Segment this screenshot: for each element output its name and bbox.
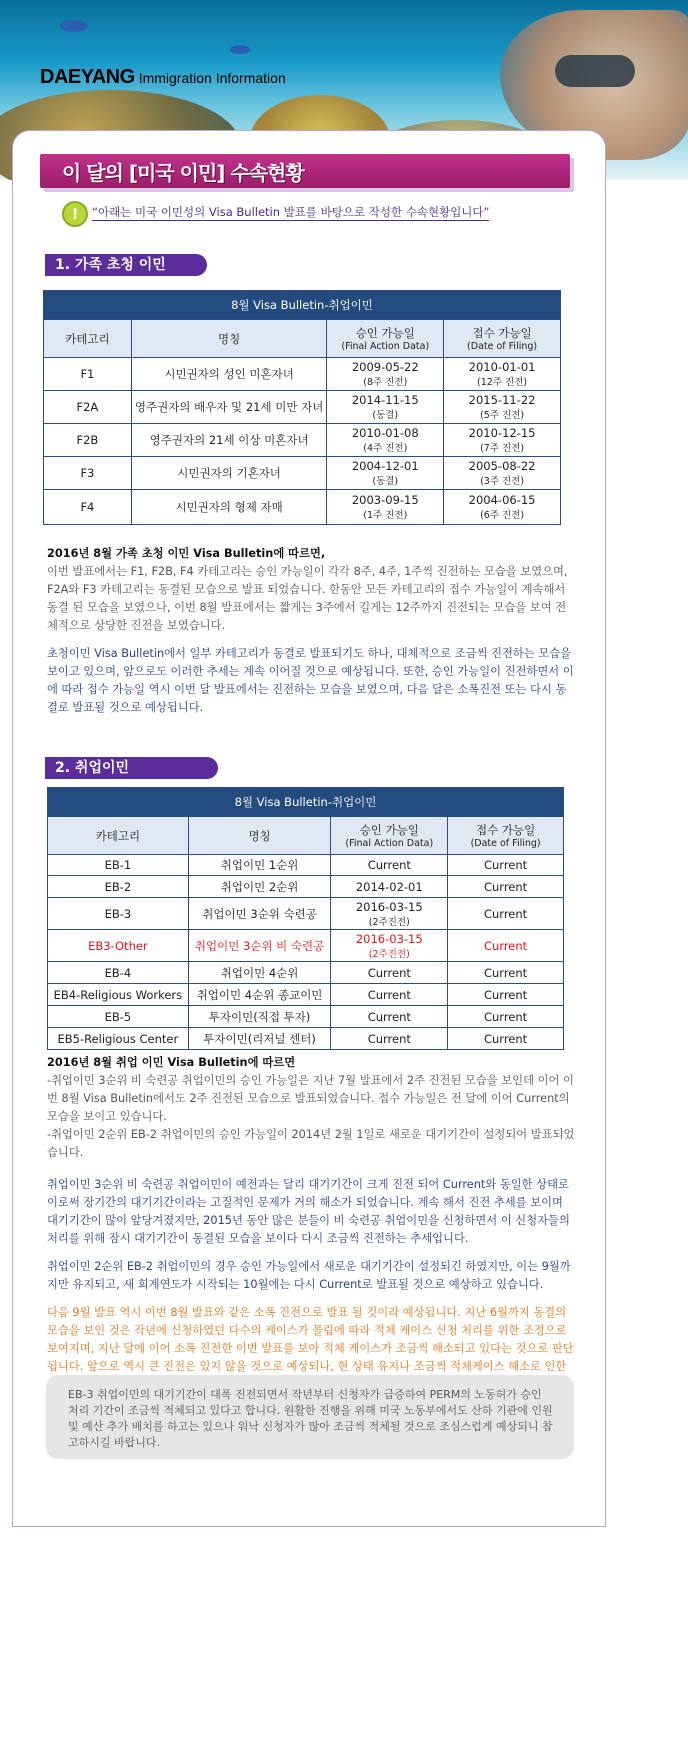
table-row: F2A 영주권자의 배우자 및 21세 미만 자녀 2014-11-15 (동결) 2015-11-22 (5주 진전) bbox=[44, 391, 561, 424]
table-caption: 8월 Visa Bulletin-취업이민 bbox=[44, 291, 561, 320]
column-header: 승인 가능일 (Final Action Data) bbox=[327, 320, 444, 358]
employment-summary-title: 2016년 8월 취업 이민 Visa Bulletin에 따르면 bbox=[47, 1056, 296, 1069]
employment-bullet: -취업이민 3순위 비 숙련공 취업이민의 승인 가능일은 지난 7월 발표에서 2주 진전된 모습을 보인데 이어 이번 8월 Visa Bulletin에서도 2주 진전된 모습으로 발표되었습니다. 접수 가능일은 전 달에 이어 Current의 모습을 보이고 있습니다. bbox=[47, 1074, 574, 1123]
table-row: EB-1 취업이민 1순위 Current Current bbox=[48, 855, 564, 876]
table-caption: 8월 Visa Bulletin-취업이민 bbox=[48, 788, 564, 817]
column-header: 카테고리 bbox=[48, 817, 189, 855]
fish-image bbox=[230, 45, 250, 54]
family-visa-table bbox=[43, 290, 561, 525]
employment-summary bbox=[47, 1054, 577, 1394]
diving-mask-image bbox=[555, 55, 635, 87]
column-header: 명칭 bbox=[131, 320, 327, 358]
family-summary bbox=[47, 545, 577, 717]
column-header: 접수 가능일 (Date of Filing) bbox=[448, 817, 564, 855]
column-header: 승인 가능일 (Final Action Data) bbox=[331, 817, 448, 855]
brand-name: DAEYANG bbox=[40, 66, 135, 88]
section-heading-family: 1. 가족 초청 이민 bbox=[45, 254, 207, 276]
intro-note-text: “아래는 미국 이민성의 Visa Bulletin 발표를 바탕으로 작성한 수속현황입니다” bbox=[92, 205, 490, 219]
brand-logo bbox=[40, 66, 286, 89]
exclamation-icon: ! bbox=[62, 201, 88, 227]
table-row: EB5-Religious Center 투자이민(리저널 센터) Current Current bbox=[48, 1028, 564, 1050]
employment-forecast-text: 다음 9월 발표 역시 이번 8월 발표와 같은 소폭 진전으로 발표 될 것이라 예상됩니다. 지난 6월까지 동결의 모습을 보인 것은 작년에 신청하였던 다수의 케이스가 몰림에 따라 적체 케이스 신청 처리를 위한 조정으로 보여지며, 지난 달에 이어 소폭 진전한 이번 발표를 보아 적체 케이스가 조금씩 해소되고 있다는 것으로 판단됩니다. 앞으로 역시 큰 진전은 있지 않을 것으로 예상되나, 현 상태 유지나 조금씩 적체케이스 해소로 인한 bbox=[47, 1306, 574, 1373]
table-row: F3 시민권자의 기혼자녀 2004-12-01 (동결) 2005-08-22 (3주 진전) bbox=[44, 457, 561, 490]
page-title: 이 달의 [미국 이민] 수속현황 bbox=[62, 161, 304, 185]
employment-outlook-text: 취업이민 2순위 EB-2 취업이민의 경우 승인 가능일에서 새로운 대기기간이 설정되긴 하였지만, 이는 9월까지만 유지되고, 새 회계연도가 시작되는 10월에는 다시 Current로 발표될 것으로 예상하고 있습니다. bbox=[47, 1260, 571, 1291]
table-row: EB-5 투자이민(직접 투자) Current Current bbox=[48, 1006, 564, 1028]
table-row: EB-4 취업이민 4순위 Current Current bbox=[48, 962, 564, 984]
family-summary-text: 이번 발표에서는 F1, F2B, F4 카테고리는 승인 가능일이 각각 8주, 4주, 1주씩 진전하는 모습을 보였으며, F2A와 F3 카테고리는 동결된 모습으로 발표 되었습니다. 한동안 모든 카테고리의 접수 가능일이 계속해서 동결 된 모습을 보였으나, 이번 8월 발표에서는 짧게는 3주에서 길게는 12주까지 진전되는 모습을 보여 전체적으로 상당한 진전을 보였습니다. bbox=[47, 565, 568, 632]
column-header: 접수 가능일 (Date of Filing) bbox=[444, 320, 561, 358]
notice-text: EB-3 취업이민의 대기기간이 대폭 진전되면서 작년부터 신청자가 급증하여 PERM의 노동허가 승인 처리 기간이 조금씩 적체되고 있다고 합니다. 원활한 진행을 위해 미국 노동부에서도 산하 기관에 인원 및 예산 추가 배치를 하고는 있으나 워낙 신청자가 많아 조금씩 적체될 것으로 조심스럽게 예상되니 참고하시길 바랍니다. bbox=[68, 1388, 553, 1449]
table-row: EB4-Religious Workers 취업이민 4순위 종교이민 Current Current bbox=[48, 984, 564, 1006]
notice-box bbox=[46, 1375, 574, 1459]
table-row: F4 시민권자의 형제 자매 2003-09-15 (1주 진전) 2004-06-15 (6주 진전) bbox=[44, 490, 561, 525]
table-row: EB-3 취업이민 3순위 숙련공 2016-03-15 (2주진전) Current bbox=[48, 898, 564, 930]
section-heading-employment: 2. 취업이민 bbox=[45, 757, 218, 779]
page-title-bar bbox=[40, 154, 570, 188]
table-row: F1 시민권자의 성인 미혼자녀 2009-05-22 (8주 진전) 2010-01-01 (12주 진전) bbox=[44, 358, 561, 391]
column-header: 카테고리 bbox=[44, 320, 132, 358]
column-header: 명칭 bbox=[188, 817, 331, 855]
employment-bullet: -취업이민 2순위 EB-2 취업이민의 승인 가능일이 2014년 2월 1일로 새로운 대기기간이 설정되어 발표되었습니다. bbox=[47, 1128, 575, 1159]
family-outlook-text: 초청이민 Visa Bulletin에서 일부 카테고리가 동결로 발표되기도 하나, 대체적으로 조금씩 진전하는 모습을 보이고 있으며, 앞으로도 이러한 추세는 계속 이어질 것으로 예상됩니다. 또한, 승인 가능일이 진전하면서 이에 따라 접수 가능일 역시 이번 달 발표에서는 진전하는 모습을 보였으며, 다음 달은 소폭진전 또는 다시 동결로 발표될 것으로 예상됩니다. bbox=[47, 647, 574, 714]
table-row: F2B 영주권자의 21세 이상 미혼자녀 2010-01-08 (4주 진전) 2010-12-15 (7주 진전) bbox=[44, 424, 561, 457]
family-summary-title: 2016년 8월 가족 초청 이민 Visa Bulletin에 따르면, bbox=[47, 547, 326, 560]
employment-outlook-text: 취업이민 3순위 비 숙련공 취업이민이 예전과는 달리 대기기간이 크게 진전 되어 Current와 동일한 상태로 이로써 장기간의 대기기간이라는 고질적인 문제가 거의 해소가 되었습니다. 계속 해서 진전 추세를 보이며 대기기간이 많이 앞당겨졌지만, 2015년 동안 많은 분들이 비 숙련공 취업이민을 신청하면서 이 신청자들의 처리를 위해 잠시 대기기간이 동결된 모습을 보이다 다시 조금씩 진전하는 추세입니다. bbox=[47, 1178, 570, 1245]
fish-image bbox=[60, 20, 88, 32]
table-row-highlighted: EB3-Other 취업이민 3순위 비 숙련공 2016-03-15 (2주진전) Current bbox=[48, 930, 564, 962]
employment-visa-table bbox=[47, 787, 564, 1050]
brand-tagline: Immigration Information bbox=[138, 70, 286, 86]
table-row: EB-2 취업이민 2순위 2014-02-01 Current bbox=[48, 876, 564, 898]
